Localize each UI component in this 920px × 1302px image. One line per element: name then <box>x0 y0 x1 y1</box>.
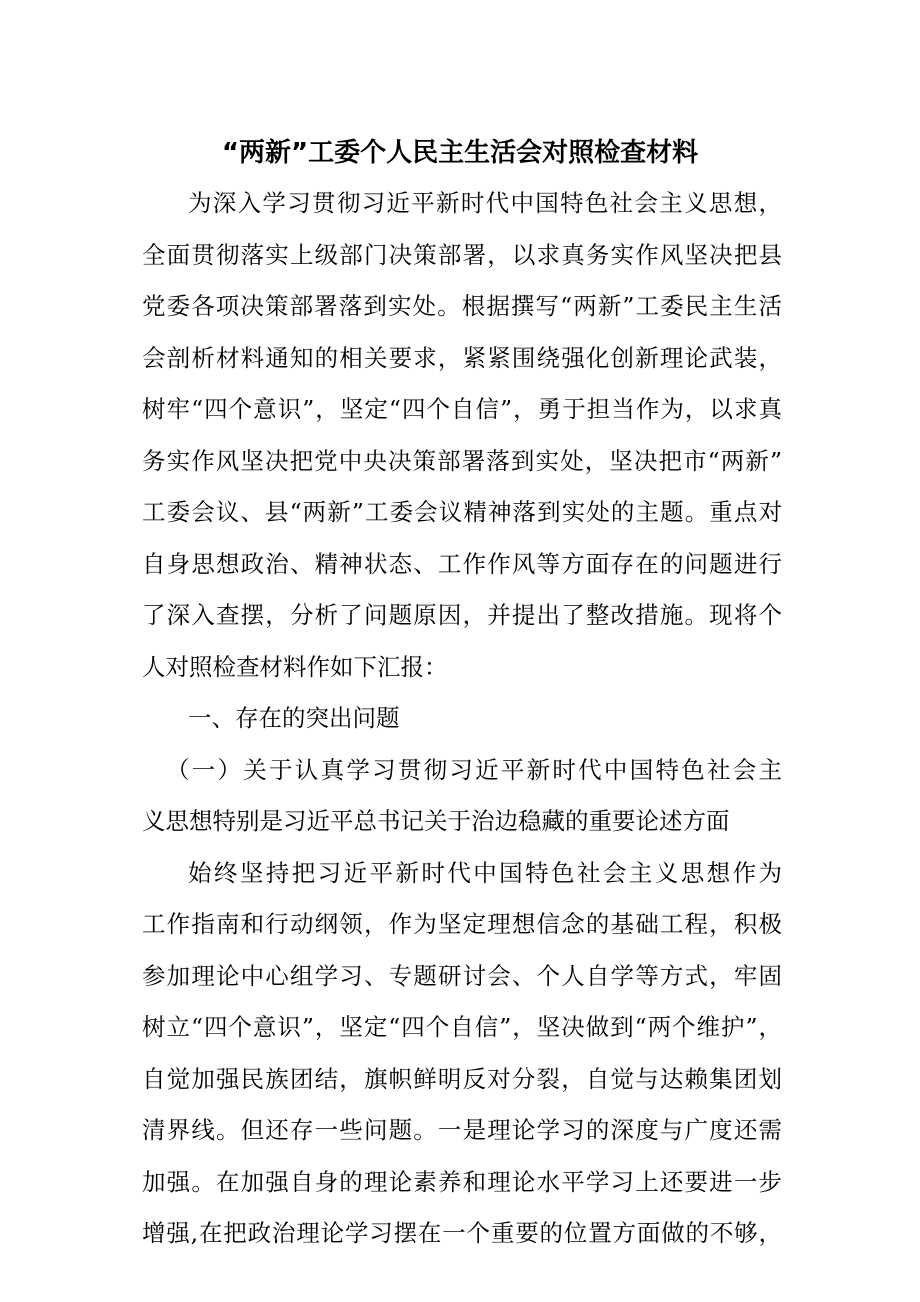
intro-line-4: 会剖析材料通知的相关要求，紧紧围绕强化创新理论武装， <box>142 344 782 372</box>
body-line-6: 清界线。但还存一些问题。一是理论学习的深度与广度还需 <box>142 1116 782 1144</box>
body-line-8: 增强,在把政治理论学习摆在一个重要的位置方面做的不够， <box>142 1219 782 1247</box>
intro-line-2: 全面贯彻落实上级部门决策部署，以求真务实作风坚决把县 <box>142 241 782 269</box>
body-line-5: 自觉加强民族团结，旗帜鲜明反对分裂，自觉与达赖集团划 <box>142 1065 782 1093</box>
intro-line-5: 树牢“四个意识”，坚定“四个自信”，勇于担当作为，以求真 <box>142 395 782 423</box>
subsection-heading-line-1: （一）关于认真学习贯彻习近平新时代中国特色社会主 <box>166 756 782 784</box>
intro-line-7: 工委会议、县“两新”工委会议精神落到实处的主题。重点对 <box>142 498 782 526</box>
intro-line-8: 自身思想政治、精神状态、工作作风等方面存在的问题进行 <box>142 550 782 578</box>
intro-line-6: 务实作风坚决把党中央决策部署落到实处，坚决把市“两新” <box>142 447 782 475</box>
section-heading-1: 一、存在的突出问题 <box>188 704 400 732</box>
subsection-heading-line-2: 义思想特别是习近平总书记关于治边稳藏的重要论述方面 <box>142 807 730 835</box>
body-line-4: 树立“四个意识”，坚定“四个自信”，坚决做到“两个维护”， <box>142 1013 782 1041</box>
document-title: “两新”工委个人民主生活会对照检查材料 <box>221 138 699 168</box>
body-line-7: 加强。在加强自身的理论素养和理论水平学习上还要进一步 <box>142 1168 782 1196</box>
intro-line-10: 人对照检查材料作如下汇报： <box>142 653 448 681</box>
intro-line-1: 为深入学习贯彻习近平新时代中国特色社会主义思想， <box>188 189 782 217</box>
intro-line-3: 党委各项决策部署落到实处。根据撰写“两新”工委民主生活 <box>142 292 782 320</box>
body-line-1: 始终坚持把习近平新时代中国特色社会主义思想作为 <box>188 859 782 887</box>
intro-line-9: 了深入查摆，分析了问题原因，并提出了整改措施。现将个 <box>142 601 782 629</box>
body-line-3: 参加理论中心组学习、专题研讨会、个人自学等方式，牢固 <box>142 962 782 990</box>
body-line-2: 工作指南和行动纲领，作为坚定理想信念的基础工程，积极 <box>142 910 782 938</box>
